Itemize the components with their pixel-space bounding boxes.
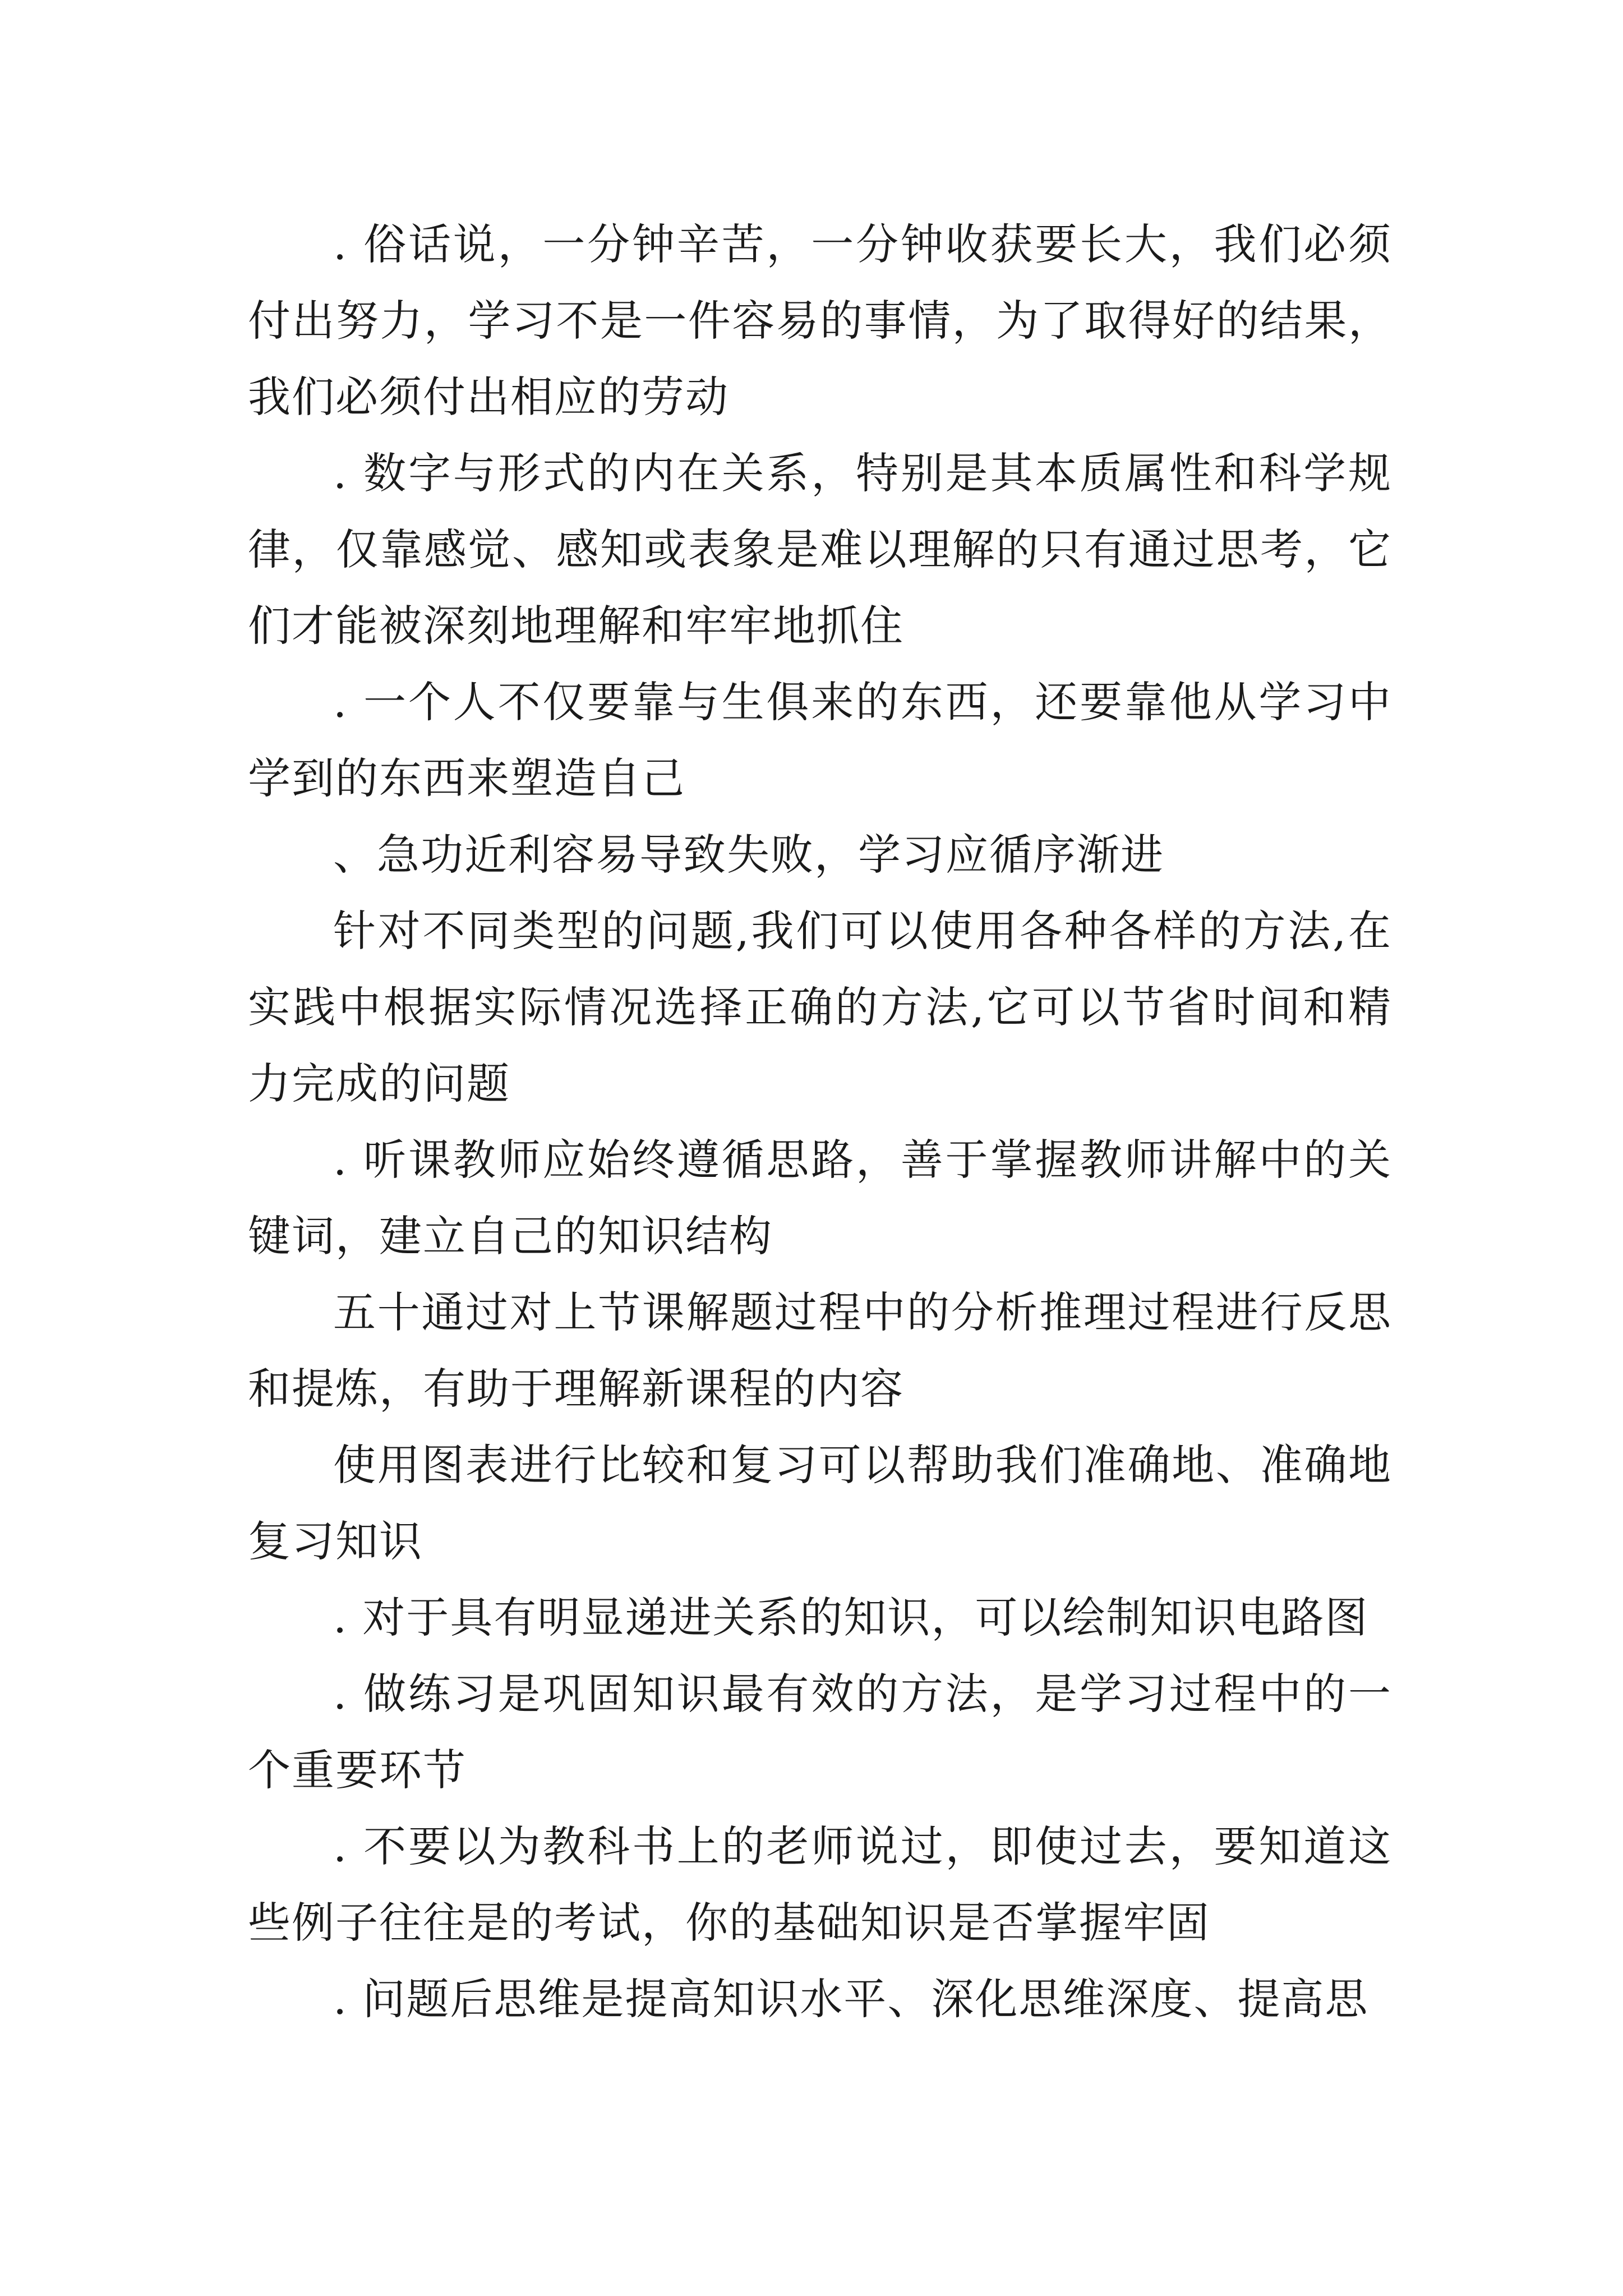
paragraph: . 一个人不仅要靠与生俱来的东西，还要靠他从学习中学到的东西来塑造自己: [248, 677, 1392, 803]
paragraph: 针对不同类型的问题,我们可以使用各种各样的方法,在实践中根据实际情况选择正确的方法,它可以节省时间和精力完成的问题: [248, 906, 1392, 1108]
paragraph: 、急功近利容易导致失败，学习应循序渐进: [333, 830, 1164, 880]
paragraph: 五十通过对上节课解题过程中的分析推理过程进行反思和提炼，有助于理解新课程的内容: [248, 1287, 1392, 1414]
paragraph: . 问题后思维是提高知识水平、深化思维深度、提高思: [333, 1974, 1369, 2024]
paragraph: . 对于具有明显递进关系的知识，可以绘制知识电路图: [333, 1593, 1369, 1642]
document-body: [248, 206, 1392, 2037]
paragraph: . 不要以为教科书上的老师说过，即使过去，要知道这些例子往往是的考试，你的基础知识是否掌握牢固: [248, 1821, 1392, 1948]
paragraph: . 做练习是巩固知识最有效的方法，是学习过程中的一个重要环节: [248, 1669, 1392, 1795]
paragraph: 使用图表进行比较和复习可以帮助我们准确地、准确地复习知识: [248, 1440, 1392, 1566]
paragraph: . 俗话说，一分钟辛苦，一分钟收获要长大，我们必须付出努力，学习不是一件容易的事情，为了取得好的结果，我们必须付出相应的劳动: [248, 219, 1392, 422]
paragraph: . 听课教师应始终遵循思路，善于掌握教师讲解中的关键词，建立自己的知识结构: [248, 1135, 1392, 1261]
paragraph: . 数字与形式的内在关系，特别是其本质属性和科学规律，仅靠感觉、感知或表象是难以理解的只有通过思考，它们才能被深刻地理解和牢牢地抓住: [248, 448, 1392, 651]
